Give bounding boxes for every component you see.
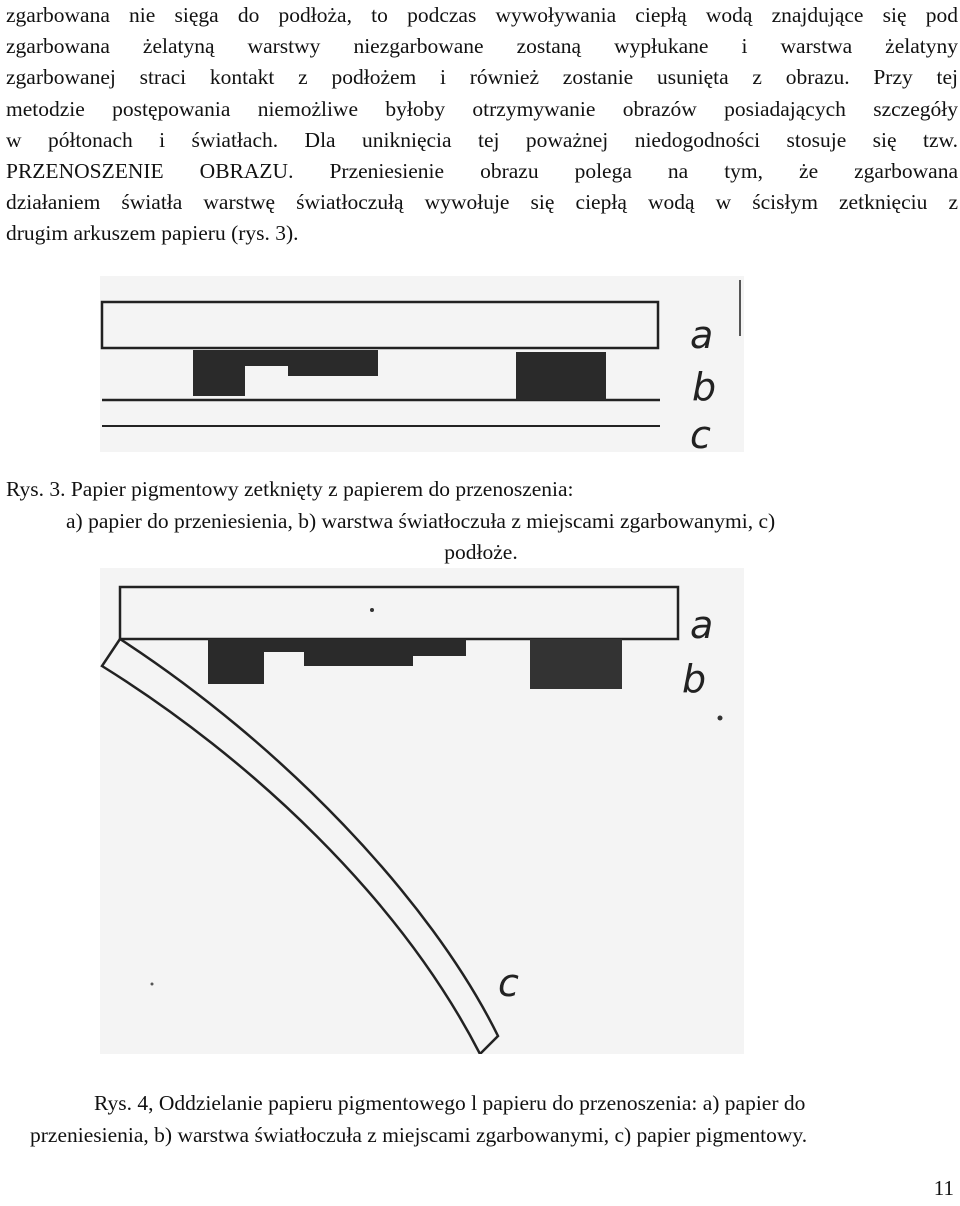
body-paragraph [6,0,958,250]
body-line: metodzie postępowania niemożliwe byłoby otrzymywanie obrazów posiadających szczegóły [6,96,958,121]
body-line: zgarbowana żelatyną warstwy niezgarbowane zostaną wypłukane i warstwa żelatyny [6,34,958,59]
fig3-tanned-region-right [516,352,606,400]
fig4-label-a: a [690,603,714,647]
body-line: w półtonach i światłach. Dla uniknięcia tej poważnej niedogodności stosuje się tzw. [6,127,958,152]
fig4-tanned-region-right [530,639,622,689]
body-line: drugim arkuszem papieru (rys. 3). [6,221,299,246]
fig4-label-c: c [498,961,519,1005]
figure-3-caption [6,474,956,569]
body-line: działaniem światła warstwę światłoczułą wywołuje się ciepłą wodą w ścisłym zetknięciu z [6,190,958,215]
figure-3-diagram [100,276,744,452]
figure-4-caption [30,1088,958,1151]
caption-line: podłoże. [444,540,518,564]
fig4-label-b: b [682,657,707,701]
caption-line: Rys. 3. Papier pigmentowy zetknięty z papierem do przenoszenia: [6,477,574,501]
caption-line: a) papier do przeniesienia, b) warstwa światłoczuła z miejscami zgarbowanymi, c) [66,508,776,533]
fig3-label-b: b [692,365,717,409]
body-line: PRZENOSZENIE OBRAZU. Przeniesienie obrazu polega na tym, że zgarbowana [6,158,958,183]
body-line: zgarbowanej straci kontakt z podłożem i również zostanie usunięta z obrazu. Przy tej [6,65,958,90]
body-line: zgarbowana nie sięga do podłoża, to podczas wywoływania ciepłą wodą znajdujące się pod [6,3,958,27]
figure-4-diagram [100,568,744,1054]
fig3-label-c: c [690,413,711,452]
page-number: 11 [933,1176,954,1200]
caption-line: przeniesienia, b) warstwa światłoczuła z miejscami zgarbowanymi, c) papier pigmentowy. [30,1122,808,1147]
caption-line: Rys. 4, Oddzielanie papieru pigmentowego l papieru do przenoszenia: a) papier do [94,1091,806,1115]
fig3-label-a: a [690,313,714,357]
